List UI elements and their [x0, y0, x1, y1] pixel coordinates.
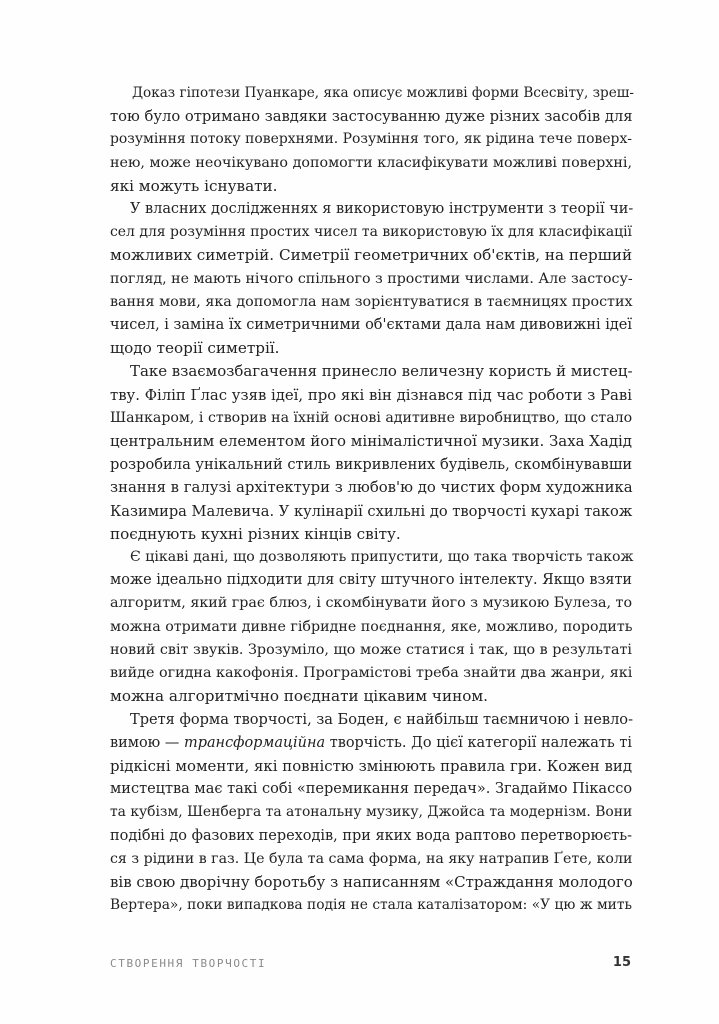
text-line: мистецтва має такі собі «перемикання передач». Згадаймо Пікассо	[110, 781, 633, 798]
text-line: знання в галузі архітектури з любов'ю до чистих форм художника	[110, 479, 633, 497]
text-line: Третя форма творчості, за Боден, є найбільш таємничою і невло-	[130, 711, 633, 729]
text-line: які можуть існувати.	[110, 176, 278, 195]
text-line: вання мови, яка допомогла нам зорієнтуватися в таємницях простих	[110, 293, 633, 310]
text-line: можна отримати дивне гібридне поєднання, яке, можливо, породить	[110, 618, 633, 635]
text-line: Таке взаємозбагачення принесло величезну користь й мистец-	[130, 362, 633, 381]
text-line: У власних дослідженнях я використовую інструменти з теорії чи-	[130, 201, 634, 218]
text-line: Шанкаром, і створив на їхній основі адитивне виробництво, що стало	[110, 409, 633, 426]
text-fragment: творчість. До цієї категорії належать ті	[325, 734, 632, 751]
text-line: може ідеально підходити для світу штучного інтелекту. Якщо взяти	[110, 572, 633, 589]
text-line: рідкісні моменти, які повністю змінюють правила гри. Кожен вид	[110, 756, 632, 775]
text-line: алгоритм, який грає блюз, і скомбінувати його з музикою Булеза, то	[110, 595, 633, 612]
text-line: тву. Філіп Ґлас узяв ідеї, про які він дізнався під час роботи з Раві	[110, 386, 632, 404]
paragraph	[110, 708, 632, 917]
text-line: новий світ звуків. Зрозуміло, що може статися і так, що в результаті	[110, 641, 632, 658]
emphasized-term: трансформаційна	[184, 734, 326, 751]
text-line: вів свою дворічну боротьбу з написанням «Страждання молодого	[110, 872, 633, 891]
text-line: подібні до фазових переходів, при яких вода раптово перетворюєть-	[110, 827, 632, 844]
paragraph	[110, 360, 632, 546]
paragraph	[110, 546, 632, 708]
text-line: та кубізм, Шенберга та атональну музику, Джойса та модернізм. Вони	[110, 804, 633, 821]
text-line: центральним елементом його мінімалістичної музики. Заха Хадід	[110, 432, 632, 451]
text-line: Є цікаві дані, що дозволяють припустити, що така творчість також	[130, 549, 634, 566]
text-line: можливих симетрій. Симетрії геометричних об'єктів, на перший	[110, 246, 633, 265]
text-line: розробила унікальний стиль викривлених будівель, скомбінувавши	[110, 456, 633, 474]
text-line: Казимира Малевича. У кулінарії схильні до творчості кухарі також	[110, 502, 633, 520]
text-line: погляд, не мають нічого спільного з простими числами. Але застосу-	[110, 270, 633, 287]
text-line: розуміння потоку поверхнями. Розуміння того, як рідина тече поверх-	[110, 131, 632, 148]
text-line: Доказ гіпотези Пуанкаре, яка описує можливі форми Всесвіту, зреш-	[132, 85, 634, 101]
text-line	[110, 732, 632, 755]
text-line: поєднують кухні різних кінців світу.	[110, 524, 401, 543]
text-line: щодо теорії симетрії.	[110, 339, 280, 358]
text-fragment: вимою —	[110, 734, 185, 751]
text-line: чисел, і заміна їх симетричними об'єктами дала нам дивовижні ідеї	[110, 317, 632, 334]
text-line: Вертера», поки випадкова подія не стала каталізатором: «У цю ж мить	[110, 897, 632, 914]
page-number: 15	[612, 955, 631, 970]
text-line: ся з рідини в газ. Це була та сама форма, на яку натрапив Ґете, коли	[110, 850, 633, 867]
text-line: тою було отримано завдяки застосуванню дуже різних засобів для	[110, 108, 633, 126]
paragraph	[110, 198, 632, 360]
text-line: вийде огидна какофонія. Програмістові треба знайти два жанри, які	[110, 665, 633, 682]
body-text	[110, 82, 632, 917]
text-line: сел для розуміння простих чисел та використовую їх для класифікації	[110, 224, 632, 241]
running-footer-section-title: СТВОРЕННЯ ТВОРЧОСТІ	[110, 957, 267, 970]
text-line: нею, може неочікувано допомогти класифікувати можливі поверхні,	[110, 154, 632, 171]
text-line: можна алгоритмічно поєднати цікавим чином.	[110, 687, 488, 706]
paragraph	[110, 82, 632, 198]
